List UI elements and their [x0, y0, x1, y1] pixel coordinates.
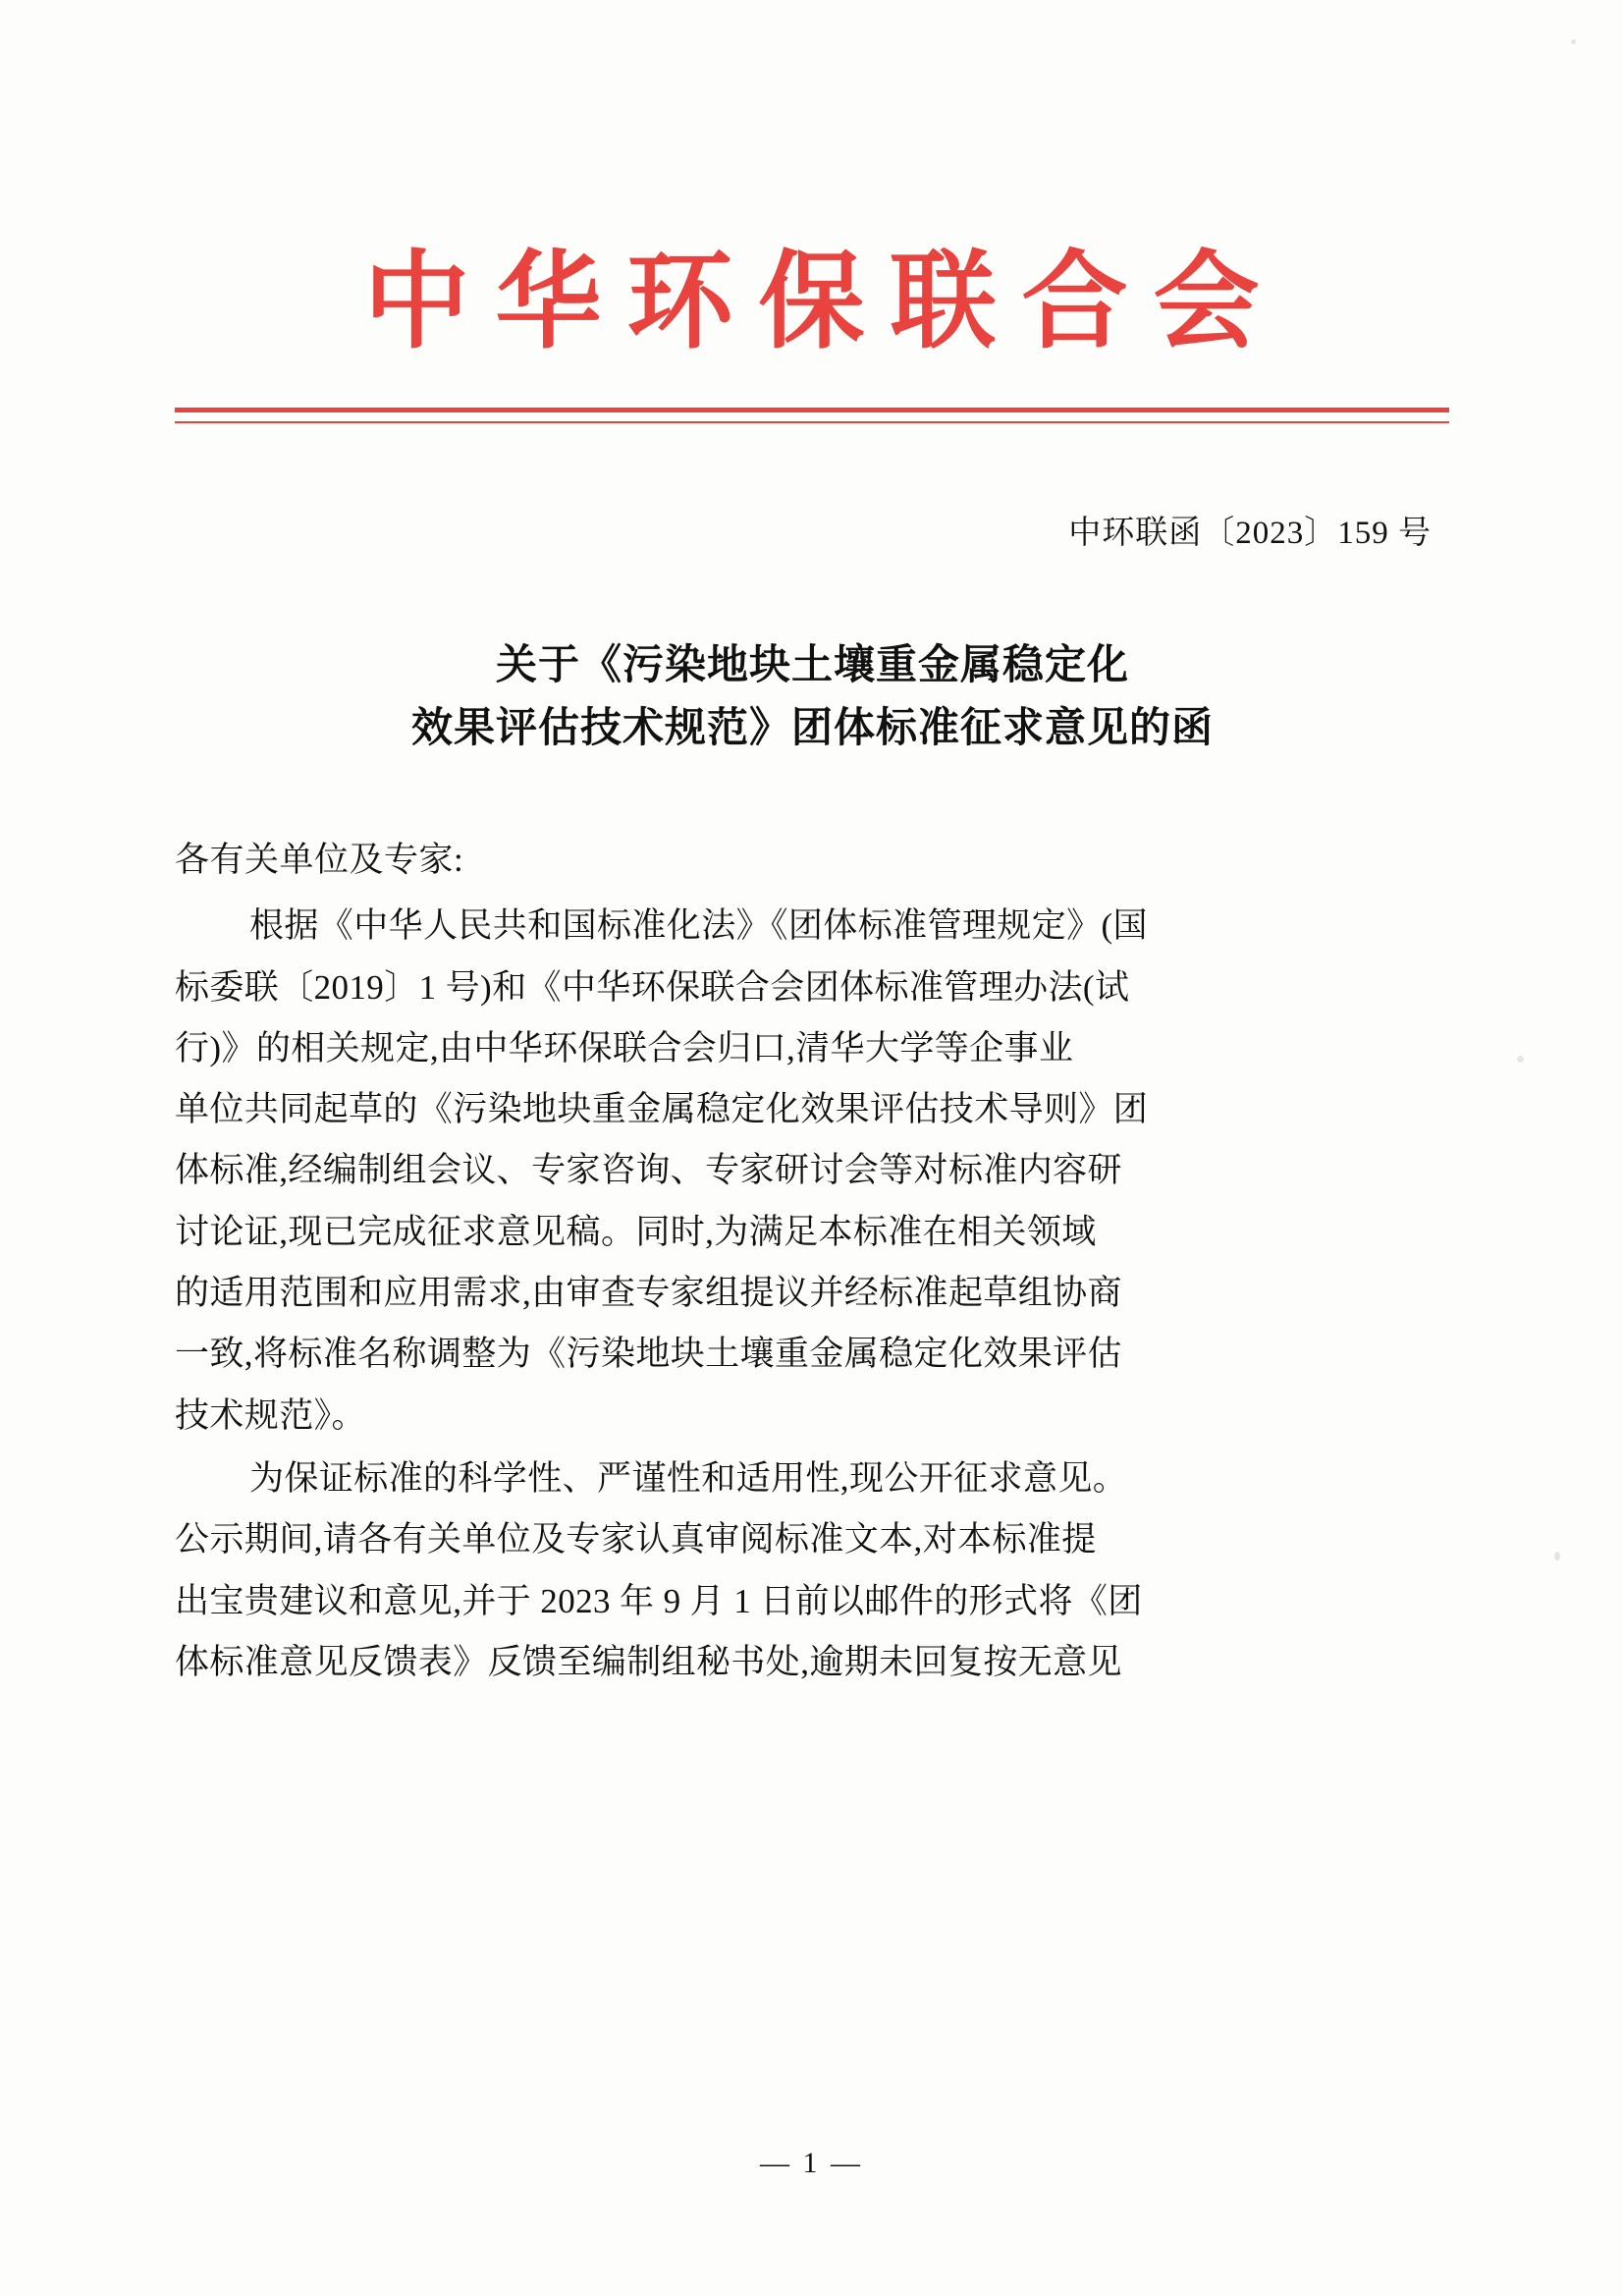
salutation: 各有关单位及专家: — [175, 841, 464, 879]
paragraph-1-line-7: 的适用范围和应用需求,由审查专家组提议并经标准起草组协商 — [175, 1274, 1122, 1313]
paragraph-2-line-3: 出宝贵建议和意见,并于 2023 年 9 月 1 日前以邮件的形式将《团 — [175, 1581, 1143, 1620]
paragraph-1-line-9: 技术规范》。 — [175, 1395, 366, 1435]
organization-name: 中华环保联合会 — [363, 240, 1285, 363]
paragraph-2-line-4: 体标准意见反馈表》反馈至编制组秘书处,逾期未回复按无意见 — [175, 1642, 1122, 1681]
letterhead-rule-thick — [175, 408, 1449, 412]
letterhead-rule-thin — [175, 421, 1449, 423]
paragraph-1-line-3: 行)》的相关规定,由中华环保联合会归口,清华大学等企事业 — [175, 1028, 1074, 1067]
paragraph-2-line-1-text: 为保证标准的科学性、严谨性和适用性,现公开征求意见。 — [249, 1458, 1128, 1498]
paragraph-1-line-1-text: 根据《中华人民共和国标准化法》《团体标准管理规定》(国 — [249, 906, 1148, 946]
document-body — [175, 830, 1451, 1695]
paragraph-2-line-1 — [175, 1449, 1451, 1509]
paragraph-2-line-2: 公示期间,请各有关单位及专家认真审阅标准文本,对本标准提 — [175, 1520, 1097, 1559]
paragraph-1-line-4: 单位共同起草的《污染地块重金属稳定化效果评估技术导则》团 — [175, 1090, 1149, 1129]
paragraph-1-line-8: 一致,将标准名称调整为《污染地块土壤重金属稳定化效果评估 — [175, 1335, 1122, 1374]
letterhead-rules — [175, 408, 1449, 423]
paragraph-1-line-5: 体标准,经编制组会议、专家咨询、专家研讨会等对标准内容研 — [175, 1151, 1122, 1190]
letterhead — [0, 240, 1623, 363]
page-number: — 1 — — [760, 2147, 863, 2179]
scan-speckle — [1571, 39, 1576, 44]
document-number: 中环联函〔2023〕159 号 — [1068, 516, 1432, 551]
scan-speckle — [1554, 1552, 1560, 1560]
paragraph-1-line-1 — [175, 896, 1451, 957]
paragraph-1-line-6: 讨论证,现已完成征求意见稿。同时,为满足本标准在相关领域 — [175, 1212, 1097, 1251]
paragraph-1 — [175, 896, 1451, 1447]
document-title-line-2: 效果评估技术规范》团体标准征求意见的函 — [410, 702, 1214, 751]
paragraph-1-line-2: 标委联〔2019〕1 号)和《中华环保联合会团体标准管理办法(试 — [175, 967, 1130, 1007]
paragraph-2 — [175, 1449, 1451, 1693]
document-title — [191, 633, 1434, 759]
scan-speckle — [1517, 1056, 1524, 1063]
document-title-line-1: 关于《污染地块土壤重金属稳定化 — [495, 640, 1129, 688]
